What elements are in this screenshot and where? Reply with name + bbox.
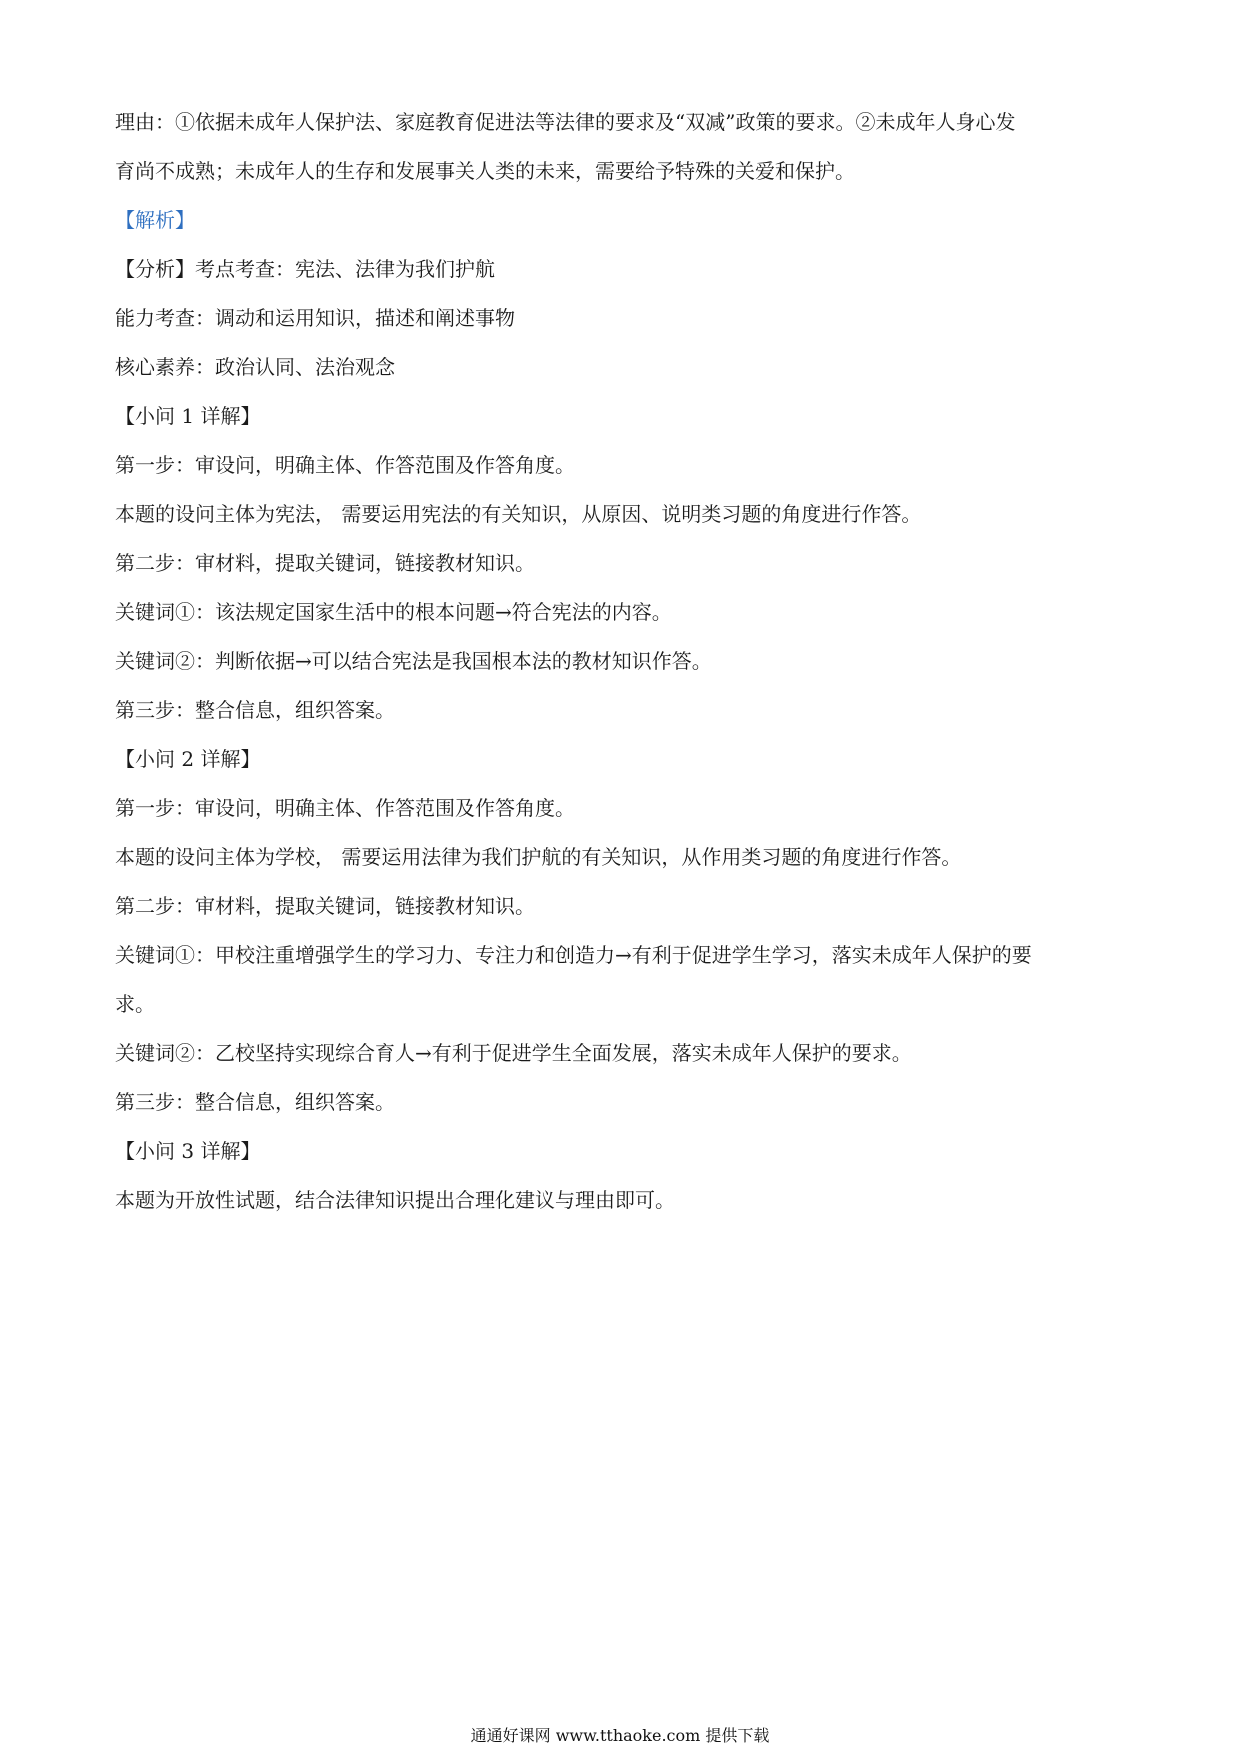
footer-site-name: 通通好课网 (470, 1726, 551, 1745)
q2-keyword-1-line-1: 关键词①：甲校注重增强学生的学习力、专注力和创造力→有利于促进学生学习，落实未成年人保护的要 (115, 943, 1032, 967)
q1-keyword-1: 关键词①：该法规定国家生活中的根本问题→符合宪法的内容。 (115, 600, 672, 624)
question-2-heading: 【小问 2 详解】 (115, 747, 261, 771)
core-literacy-line: 核心素养：政治认同、法治观念 (115, 355, 395, 379)
q2-step-1: 第一步：审设问，明确主体、作答范围及作答角度。 (115, 796, 575, 820)
document-body (115, 98, 1130, 1225)
q3-answer-line: 本题为开放性试题，结合法律知识提出合理化建议与理由即可。 (115, 1188, 675, 1212)
answer-reason-line-2: 育尚不成熟；未成年人的生存和发展事关人类的未来，需要给予特殊的关爱和保护。 (115, 159, 855, 183)
analysis-topic: 【分析】考点考查：宪法、法律为我们护航 (115, 257, 495, 281)
q1-step-2: 第二步：审材料，提取关键词，链接教材知识。 (115, 551, 535, 575)
footer-download-text: 提供下载 (705, 1726, 770, 1745)
q2-subject-line: 本题的设问主体为学校， 需要运用法律为我们护航的有关知识，从作用类习题的角度进行作答。 (115, 845, 962, 869)
q2-keyword-1-line-2: 求。 (115, 992, 155, 1016)
footer-url-link[interactable]: www.tthaoke.com (555, 1726, 701, 1745)
question-1-heading: 【小问 1 详解】 (115, 404, 261, 428)
q2-keyword-2: 关键词②：乙校坚持实现综合育人→有利于促进学生全面发展，落实未成年人保护的要求。 (115, 1041, 912, 1065)
page-footer (0, 1724, 1240, 1748)
q2-step-2: 第二步：审材料，提取关键词，链接教材知识。 (115, 894, 535, 918)
ability-line: 能力考查：调动和运用知识，描述和阐述事物 (115, 306, 515, 330)
q2-step-3: 第三步：整合信息，组织答案。 (115, 1090, 395, 1114)
q1-step-3: 第三步：整合信息，组织答案。 (115, 698, 395, 722)
analysis-heading: 【解析】 (115, 208, 195, 232)
q1-keyword-2: 关键词②：判断依据→可以结合宪法是我国根本法的教材知识作答。 (115, 649, 712, 673)
q1-step-1: 第一步：审设问，明确主体、作答范围及作答角度。 (115, 453, 575, 477)
q1-subject-line: 本题的设问主体为宪法， 需要运用宪法的有关知识，从原因、说明类习题的角度进行作答。 (115, 502, 922, 526)
question-3-heading: 【小问 3 详解】 (115, 1139, 261, 1163)
answer-reason-line-1: 理由：①依据未成年人保护法、家庭教育促进法等法律的要求及“双减”政策的要求。②未成年人身心发 (115, 110, 1016, 134)
